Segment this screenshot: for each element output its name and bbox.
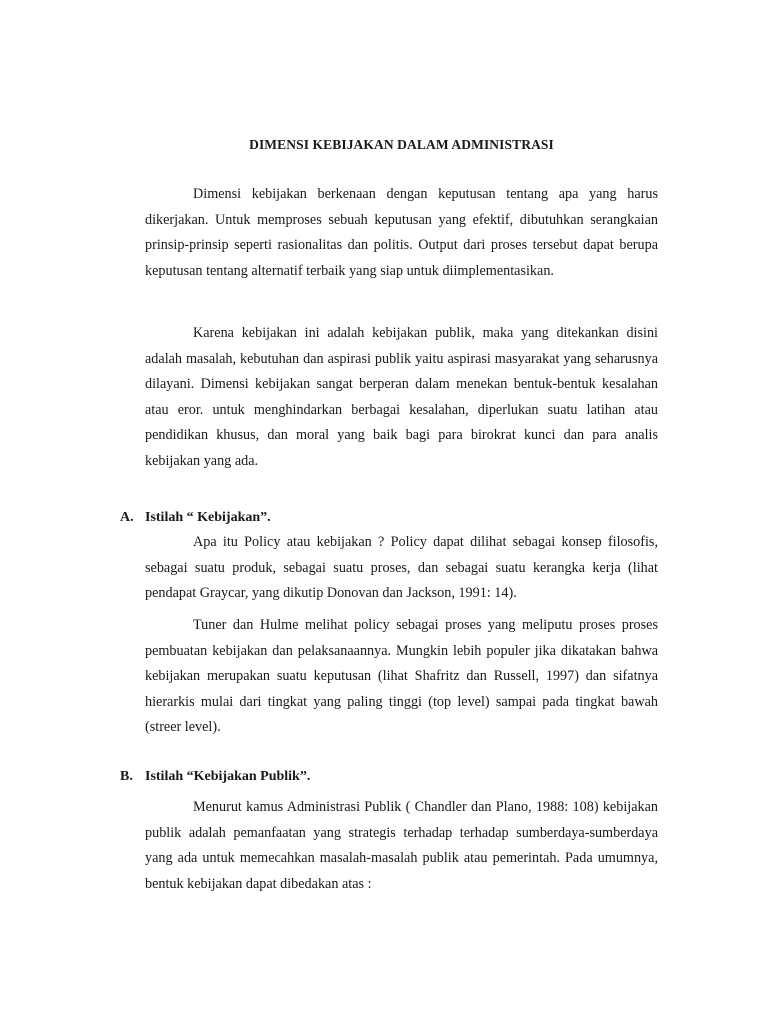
section-b-title: Istilah “Kebijakan Publik”. xyxy=(145,769,311,784)
section-a-paragraph-2: Tuner dan Hulme melihat policy sebagai proses yang meliputu proses proses pembuatan kebijakan dan pelaksanaannya. Mungkin lebih populer jika dikatakan bahwa kebijakan merupakan suatu keputusan (lihat Shafritz dan Russell, 1997) dan sifatnya hierarkis mulai dari tingkat yang paling tinggi (top level) sampai pada tingkat bawah (streer level). xyxy=(145,617,658,736)
section-a-title: Istilah “ Kebijakan”. xyxy=(145,510,271,525)
intro-paragraph-2: Karena kebijakan ini adalah kebijakan publik, maka yang ditekankan disini adalah masalah, kebutuhan dan aspirasi publik yaitu aspirasi masyarakat yang seharusnya dilayani. Dimensi kebijakan sangat berperan dalam menekan bentuk-bentuk kesalahan atau eror. untuk menghindarkan berbagai kesalahan, diperlukan suatu latihan atau pendidikan khusus, dan moral yang baik bagi para birokrat kunci dan para analis kebijakan yang ada. xyxy=(145,325,658,469)
intro-paragraph-1: Dimensi kebijakan berkenaan dengan keputusan tentang apa yang harus dikerjakan. Untuk memproses sebuah keputusan yang efektif, dibutuhkan serangkaian prinsip-prinsip seperti rasionalitas dan politis. Output dari proses tersebut dapat berupa keputusan tentang alternatif terbaik yang siap untuk diimplementasikan. xyxy=(145,186,658,279)
section-b-heading xyxy=(120,769,310,785)
section-b-marker: B. xyxy=(120,769,133,784)
section-a-heading xyxy=(120,510,271,526)
section-b-paragraph-1: Menurut kamus Administrasi Publik ( Chandler dan Plano, 1988: 108) kebijakan publik adalah pemanfaatan yang strategis terhadap terhadap sumberdaya-sumberdaya yang ada untuk memecahkan masalah-masalah publik atau pemerintah. Pada umumnya, bentuk kebijakan dapat dibedakan atas : xyxy=(145,799,658,892)
section-a-paragraph-1: Apa itu Policy atau kebijakan ? Policy dapat dilihat sebagai konsep filosofis, sebagai suatu produk, sebagai suatu proses, dan sebagai suatu kerangka kerja (lihat pendapat Graycar, yang dikutip Donovan dan Jackson, 1991: 14). xyxy=(145,534,658,602)
section-a-marker: A. xyxy=(120,510,134,525)
document-title: DIMENSI KEBIJAKAN DALAM ADMINISTRASI xyxy=(249,137,554,152)
